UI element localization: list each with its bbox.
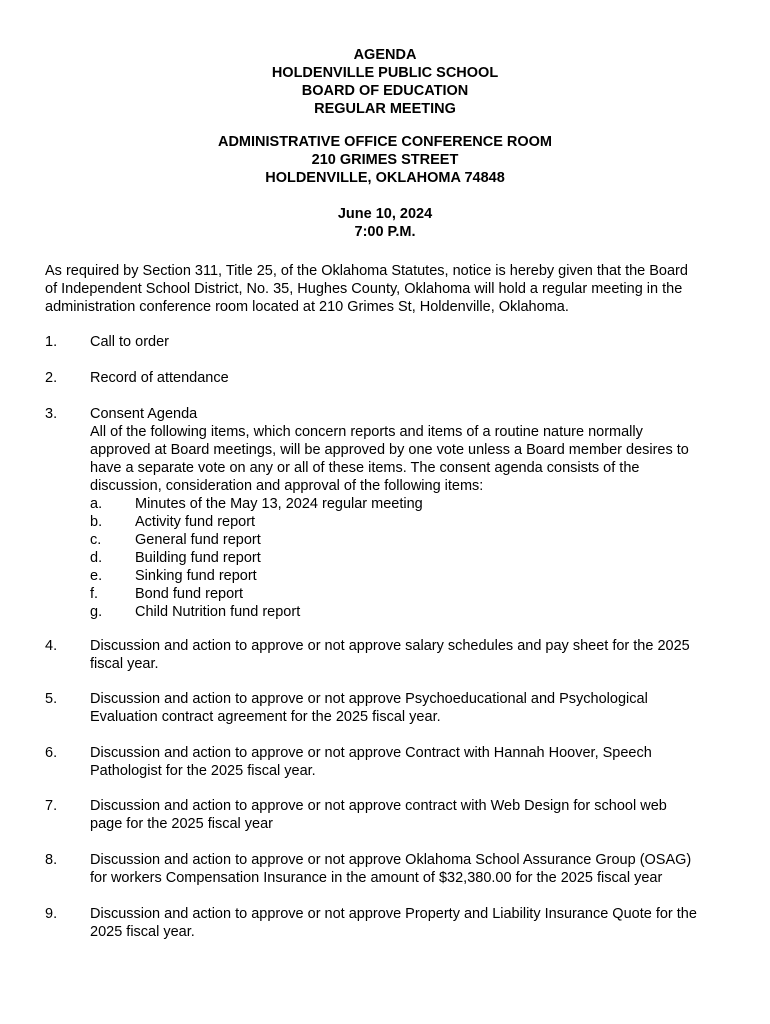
location-line: ADMINISTRATIVE OFFICE CONFERENCE ROOM	[217, 134, 553, 150]
item-text: Discussion and action to approve or not approve Contract with Hannah Hoover, Speech	[90, 745, 652, 761]
item-text: approved at Board meetings, will be approved by one vote unless a Board member desires to	[90, 442, 689, 458]
consent-subitem	[90, 513, 735, 531]
item-number: 2.	[45, 370, 58, 386]
item-text: fiscal year.	[90, 656, 159, 672]
subitem-letter: b.	[90, 514, 103, 530]
location-line: 210 GRIMES STREET	[311, 152, 459, 168]
consent-subitem	[90, 531, 735, 549]
item-text: Discussion and action to approve or not approve contract with Web Design for school web	[90, 798, 667, 814]
item-text: Evaluation contract agreement for the 2025 fiscal year.	[90, 709, 441, 725]
title-line: AGENDA	[353, 47, 417, 63]
title-line: BOARD OF EDUCATION	[301, 83, 469, 99]
item-number: 3.	[45, 406, 58, 422]
item-text: Discussion and action to approve or not approve Property and Liability Insurance Quote for the	[90, 906, 697, 922]
subitem-text: General fund report	[135, 532, 261, 548]
subitem-text: Sinking fund report	[135, 568, 257, 584]
consent-subitem	[90, 603, 735, 621]
consent-subitem	[90, 567, 735, 585]
item-text: have a separate vote on any or all of these items. The consent agenda consists of the	[90, 460, 640, 476]
title-line: HOLDENVILLE PUBLIC SCHOOL	[271, 65, 499, 81]
item-text: Discussion and action to approve or not approve Oklahoma School Assurance Group (OSAG)	[90, 852, 692, 868]
item-number: 6.	[45, 745, 58, 761]
date-line: June 10, 2024	[337, 206, 433, 222]
subitem-text: Child Nutrition fund report	[135, 604, 301, 620]
subitem-text: Minutes of the May 13, 2024 regular meeting	[135, 496, 423, 512]
subitem-letter: a.	[90, 496, 103, 512]
meeting-date-block	[0, 205, 770, 241]
subitem-letter: g.	[90, 604, 103, 620]
item-number: 8.	[45, 852, 58, 868]
title-line: REGULAR MEETING	[314, 101, 456, 117]
intro-line: of Independent School District, No. 35, Hughes County, Oklahoma will hold a regular meeting in the	[45, 281, 683, 297]
subitem-letter: e.	[90, 568, 103, 584]
time-line: 7:00 P.M.	[354, 224, 416, 240]
item-number: 1.	[45, 334, 58, 350]
item-text: page for the 2025 fiscal year	[90, 816, 273, 832]
intro-line: As required by Section 311, Title 25, of the Oklahoma Statutes, notice is hereby given that the Board	[45, 263, 688, 279]
subitem-text: Building fund report	[135, 550, 261, 566]
subitem-text: Bond fund report	[135, 586, 244, 602]
item-heading: Consent Agenda	[90, 406, 198, 422]
subitem-letter: c.	[90, 532, 102, 548]
item-text: Discussion and action to approve or not approve salary schedules and pay sheet for the 2025	[90, 638, 690, 654]
item-number: 5.	[45, 691, 58, 707]
item-text: for workers Compensation Insurance in the amount of $32,380.00 for the 2025 fiscal year	[90, 870, 663, 886]
intro-line: administration conference room located at 210 Grimes St, Holdenville, Oklahoma.	[45, 299, 569, 315]
subitem-text: Activity fund report	[135, 514, 256, 530]
item-text: Record of attendance	[90, 370, 229, 386]
consent-subitem	[90, 495, 735, 513]
item-text: 2025 fiscal year.	[90, 924, 195, 940]
item-text: discussion, consideration and approval of the following items:	[90, 478, 484, 494]
location-line: HOLDENVILLE, OKLAHOMA 74848	[265, 170, 505, 186]
item-text: Call to order	[90, 334, 169, 350]
item-number: 4.	[45, 638, 58, 654]
subitem-letter: f.	[90, 586, 99, 602]
item-text: Discussion and action to approve or not approve Psychoeducational and Psychological	[90, 691, 648, 707]
intro-paragraph	[45, 262, 735, 316]
item-number: 7.	[45, 798, 58, 814]
item-number: 9.	[45, 906, 58, 922]
consent-subitem	[90, 585, 735, 603]
agenda-title-block	[0, 46, 770, 118]
consent-subitem	[90, 549, 735, 567]
item-text: All of the following items, which concern reports and items of a routine nature normally	[90, 424, 643, 440]
item-text: Pathologist for the 2025 fiscal year.	[90, 763, 316, 779]
meeting-location-block	[0, 133, 770, 187]
subitem-letter: d.	[90, 550, 103, 566]
